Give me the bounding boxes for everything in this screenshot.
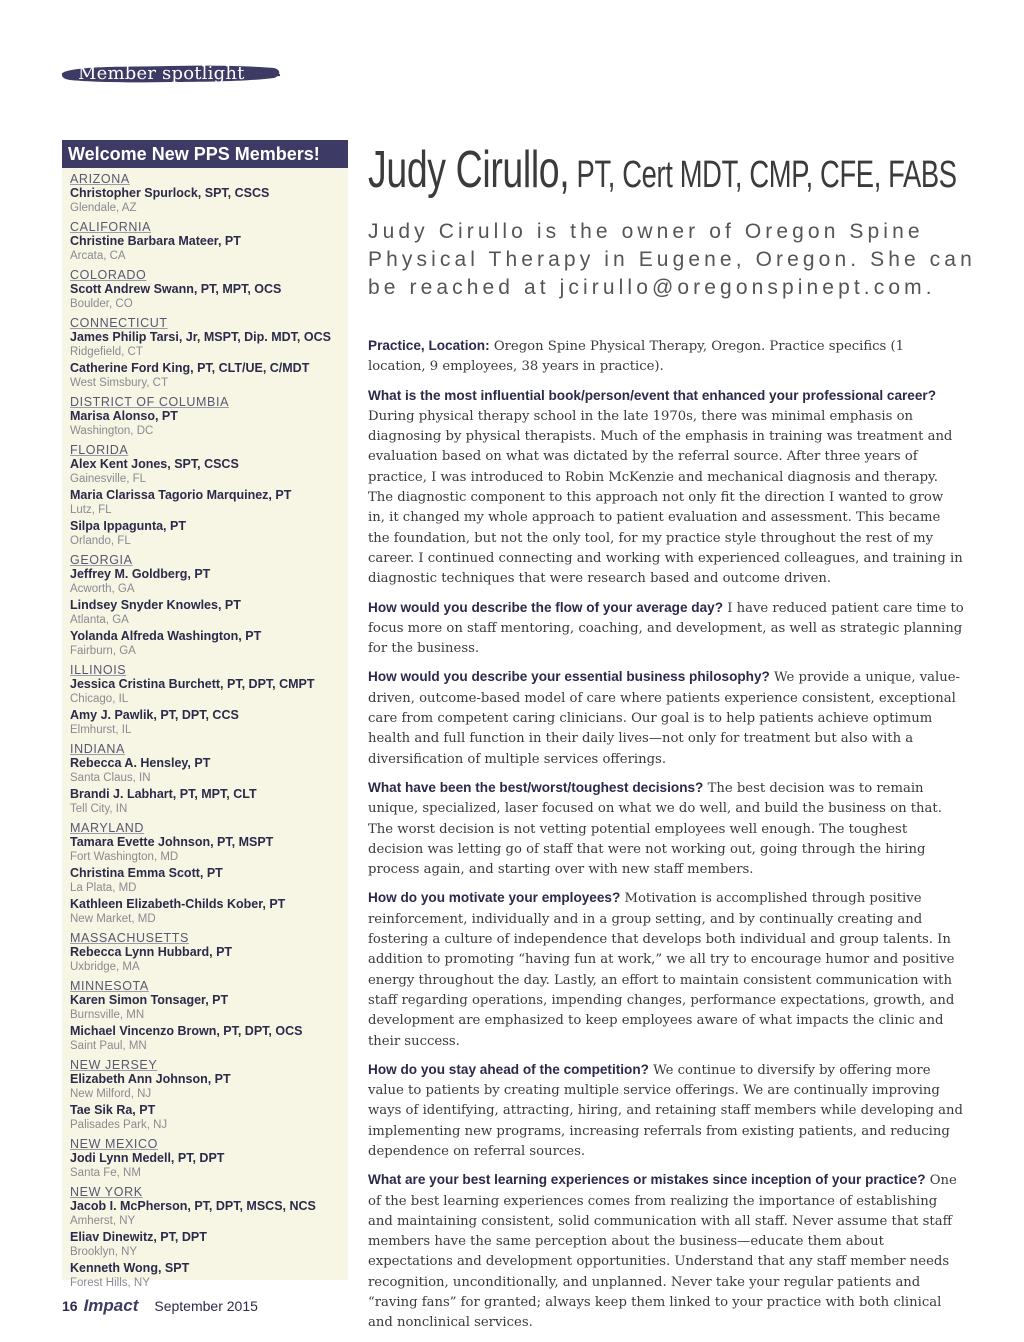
page-footer bbox=[62, 1296, 258, 1316]
state-heading: MARYLAND bbox=[70, 821, 145, 835]
member-city: New Market, MD bbox=[70, 913, 156, 925]
member-city: Washington, DC bbox=[70, 425, 154, 437]
publication-name: Impact bbox=[83, 1296, 139, 1315]
state-heading: MINNESOTA bbox=[70, 979, 149, 993]
article-paragraph bbox=[368, 1060, 964, 1162]
state-heading: ARIZONA bbox=[70, 172, 130, 186]
question-text: What is the most influential book/person/event that enhanced your professional career? bbox=[368, 387, 937, 403]
state-heading: GEORGIA bbox=[70, 553, 133, 567]
article-paragraph bbox=[368, 888, 964, 1051]
member-name: James Philip Tarsi, Jr, MSPT, Dip. MDT, OCS bbox=[70, 330, 331, 344]
member-name: Kathleen Elizabeth-Childs Kober, PT bbox=[70, 897, 286, 911]
member-city: La Plata, MD bbox=[70, 882, 137, 894]
new-members-sidebar bbox=[62, 140, 348, 1289]
member-city: Elmhurst, IL bbox=[70, 724, 132, 736]
member-city: Lutz, FL bbox=[70, 504, 112, 516]
interview-article bbox=[368, 336, 964, 1342]
member-city: Amherst, NY bbox=[70, 1215, 136, 1227]
intro-paragraph: Judy Cirullo is the owner of Oregon Spine Physical Therapy in Eugene, Oregon. She can be reached at jcirullo@oregonspinept.com. bbox=[368, 220, 976, 299]
state-heading: MASSACHUSETTS bbox=[70, 931, 189, 945]
article-paragraph bbox=[368, 598, 964, 660]
title-credentials: PT, Cert MDT, CMP, CFE, FABS bbox=[569, 154, 957, 196]
member-name: Karen Simon Tonsager, PT bbox=[70, 993, 229, 1007]
member-name: Christina Emma Scott, PT bbox=[70, 866, 223, 880]
member-name: Marisa Alonso, PT bbox=[70, 409, 178, 423]
state-heading: DISTRICT OF COLUMBIA bbox=[70, 395, 230, 409]
question-text: What have been the best/worst/toughest decisions? bbox=[368, 779, 704, 795]
member-name: Catherine Ford King, PT, CLT/UE, C/MDT bbox=[70, 361, 310, 375]
page-number: 16 bbox=[62, 1298, 78, 1314]
member-city: Glendale, AZ bbox=[70, 202, 137, 214]
member-name: Scott Andrew Swann, PT, MPT, OCS bbox=[70, 282, 282, 296]
article-paragraph bbox=[368, 778, 964, 880]
article-paragraph bbox=[368, 336, 964, 378]
answer-text: One of the best learning experiences comes from realizing the importance of establishing and maintaining consistent, solid communication with all staff. Never assume that staff members have the same perception about the business—educate them about expectations and development opportunities. Understand that any staff member needs recognition, unconditionally, and unplanned. Never take your regular patients and “raving fans” for granted; always keep them linked to your practice with both clinical and nonclinical services. bbox=[368, 1173, 957, 1331]
answer-text: During physical therapy school in the late 1970s, there was minimal emphasis on diagnosing by physical therapists. Much of the emphasis in training was treatment and evaluation based on what was dictated by the referral source. After three years of practice, I was introduced to Robin McKenzie and mechanical diagnosis and therapy. The diagnostic component to this approach not only fit the direction I wanted to grow in, it changed my whole approach to patient evaluation and assessment. This became the foundation, but not the only tool, for my practice style throughout the rest of my career. I continued connecting and working with experienced colleagues, and training in diagnostic techniques that were research based and outcome driven. bbox=[368, 408, 963, 587]
member-city: Chicago, IL bbox=[70, 693, 129, 705]
member-city: Saint Paul, MN bbox=[70, 1040, 147, 1052]
member-name: Tae Sik Ra, PT bbox=[70, 1103, 156, 1117]
member-name: Jessica Cristina Burchett, PT, DPT, CMPT bbox=[70, 677, 315, 691]
member-city: Tell City, IN bbox=[70, 803, 128, 815]
state-heading: NEW YORK bbox=[70, 1185, 143, 1199]
section-banner bbox=[60, 60, 282, 88]
member-name: Eliav Dinewitz, PT, DPT bbox=[70, 1230, 207, 1244]
member-city: Boulder, CO bbox=[70, 298, 133, 310]
member-name: Rebecca A. Hensley, PT bbox=[70, 756, 211, 770]
question-text: How would you describe your essential business philosophy? bbox=[368, 669, 770, 685]
member-city: Santa Claus, IN bbox=[70, 772, 151, 784]
question-text: How would you describe the flow of your average day? bbox=[368, 599, 724, 615]
state-heading: INDIANA bbox=[70, 742, 125, 756]
member-name: Jeffrey M. Goldberg, PT bbox=[70, 567, 211, 581]
member-city: Arcata, CA bbox=[70, 250, 126, 262]
member-city: Santa Fe, NM bbox=[70, 1167, 141, 1179]
member-name: Tamara Evette Johnson, PT, MSPT bbox=[70, 835, 274, 849]
state-heading: CONNECTICUT bbox=[70, 316, 168, 330]
member-city: Uxbridge, MA bbox=[70, 961, 140, 973]
issue-date: September 2015 bbox=[154, 1298, 258, 1314]
member-name: Elizabeth Ann Johnson, PT bbox=[70, 1072, 231, 1086]
article-paragraph bbox=[368, 667, 964, 769]
member-name: Jacob I. McPherson, PT, DPT, MSCS, NCS bbox=[70, 1199, 316, 1213]
member-name: Maria Clarissa Tagorio Marquinez, PT bbox=[70, 488, 292, 502]
member-name: Jodi Lynn Medell, PT, DPT bbox=[70, 1151, 225, 1165]
member-name: Christopher Spurlock, SPT, CSCS bbox=[70, 186, 270, 200]
state-heading: ILLINOIS bbox=[70, 663, 127, 677]
member-name: Rebecca Lynn Hubbard, PT bbox=[70, 945, 233, 959]
member-city: Fairburn, GA bbox=[70, 645, 136, 657]
member-name: Christine Barbara Mateer, PT bbox=[70, 234, 241, 248]
member-name: Lindsey Snyder Knowles, PT bbox=[70, 598, 241, 612]
member-name: Silpa Ippagunta, PT bbox=[70, 519, 186, 533]
member-name: Alex Kent Jones, SPT, CSCS bbox=[70, 457, 239, 471]
answer-text: We provide a unique, value-driven, outcome-based model of care where patients experience consistent, exceptional care from competent caring clinicians. Our goal is to help patients achieve optimum health and full function in their daily lives—not only for treatment but also with a diversification of multiple services offerings. bbox=[368, 670, 960, 767]
state-heading: NEW MEXICO bbox=[70, 1137, 158, 1151]
member-name: Yolanda Alfreda Washington, PT bbox=[70, 629, 262, 643]
state-heading: COLORADO bbox=[70, 268, 147, 282]
sidebar-title: Welcome New PPS Members! bbox=[62, 140, 348, 168]
question-text: How do you stay ahead of the competition? bbox=[368, 1061, 649, 1077]
member-name: Kenneth Wong, SPT bbox=[70, 1261, 190, 1275]
member-name: Amy J. Pawlik, PT, DPT, CCS bbox=[70, 708, 239, 722]
answer-text: Motivation is accomplished through positive reinforcement, individually and in a group setting, and by continually creating and fostering a culture of independence that develops both individual and group talents. In addition to promoting “having fun at work,” we all try to encourage humor and positive energy throughout the day. Lastly, an effort to maintain consistent communication with staff regarding operations, impending changes, performance expectations, growth, and development are emphasized to keep employees aware of what impacts the clinic and their success. bbox=[368, 891, 955, 1049]
state-heading: NEW JERSEY bbox=[70, 1058, 158, 1072]
article-paragraph bbox=[368, 386, 964, 590]
member-city: New Milford, NJ bbox=[70, 1088, 152, 1100]
banner-label: Member spotlight bbox=[78, 63, 245, 84]
question-text: Practice, Location: bbox=[368, 338, 490, 353]
member-city: Fort Washington, MD bbox=[70, 851, 179, 863]
title-name: Judy Cirullo, bbox=[368, 141, 570, 199]
answer-text: We continue to diversify by offering more value to patients by creating multiple service offerings. We are continually improving ways of identifying, attracting, hiring, and retaining staff members while developing and implementing new programs, increasing referrals from existing patients, and reducing dependence on referral sources. bbox=[368, 1062, 963, 1159]
member-city: Palisades Park, NJ bbox=[70, 1119, 168, 1131]
member-city: Orlando, FL bbox=[70, 535, 131, 547]
answer-text: The best decision was to remain unique, specialized, laser focused on what we do well, and build the business on that. The worst decision is not vetting potential employees well enough. The toughest decision was letting go of staff that were not working out, going through the hiring process again, and starting over with new staff members. bbox=[368, 780, 942, 878]
member-city: Atlanta, GA bbox=[70, 614, 129, 626]
member-city: Ridgefield, CT bbox=[70, 346, 143, 358]
member-city: Burnsville, MN bbox=[70, 1009, 145, 1021]
member-name: Michael Vincenzo Brown, PT, DPT, OCS bbox=[70, 1024, 303, 1038]
answer-text: I have reduced patient care time to focus more on staff mentoring, coaching, and development, as well as strategic planning for the business. bbox=[368, 600, 964, 657]
member-city: Acworth, GA bbox=[70, 583, 135, 595]
member-name: Brandi J. Labhart, PT, MPT, CLT bbox=[70, 787, 257, 801]
question-text: How do you motivate your employees? bbox=[368, 890, 621, 906]
page-title bbox=[368, 140, 1018, 200]
member-list bbox=[62, 168, 348, 1290]
state-heading: CALIFORNIA bbox=[70, 220, 152, 234]
article-paragraph bbox=[368, 1170, 964, 1333]
member-city: Forest Hills, NY bbox=[70, 1277, 150, 1289]
member-city: West Simsbury, CT bbox=[70, 377, 168, 389]
state-heading: FLORIDA bbox=[70, 443, 129, 457]
question-text: What are your best learning experiences or mistakes since inception of your practice? bbox=[368, 1172, 926, 1188]
member-city: Gainesville, FL bbox=[70, 473, 147, 485]
answer-text: Oregon Spine Physical Therapy, Oregon. Practice specifics (1 location, 9 employees, 38 years in practice). bbox=[368, 339, 905, 375]
member-city: Brooklyn, NY bbox=[70, 1246, 138, 1258]
